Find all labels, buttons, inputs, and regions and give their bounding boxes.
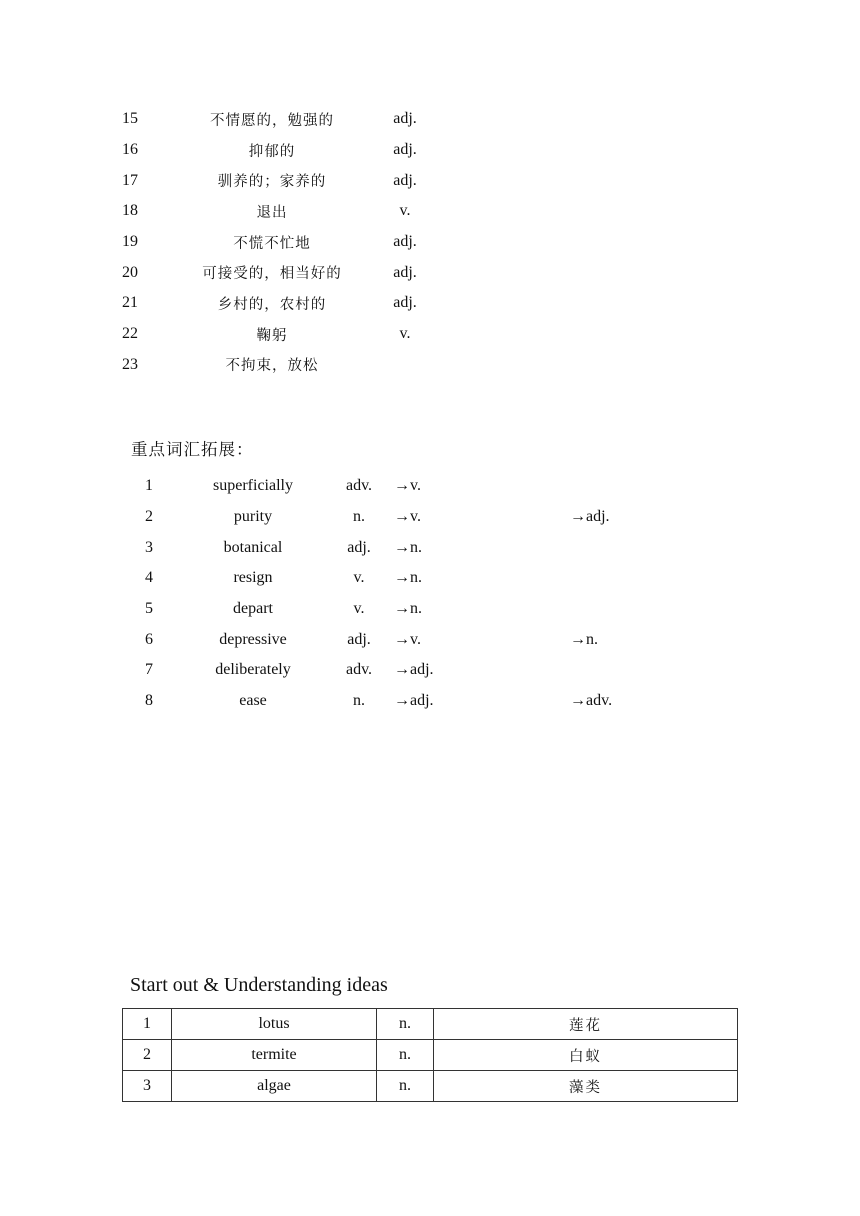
part-of-speech: v. [399, 325, 411, 343]
row-number: 5 [145, 600, 153, 618]
word: superficially [213, 477, 293, 495]
chinese-meaning: 可接受的，相当好的 [202, 266, 342, 283]
table-row [122, 196, 438, 227]
start-out-table [122, 1008, 738, 1102]
table-row [122, 502, 690, 533]
row-number: 7 [145, 661, 153, 679]
derivation-2 [570, 655, 690, 686]
part-of-speech: n. [377, 1071, 434, 1102]
table-row [122, 288, 438, 319]
part-of-speech: n. [353, 508, 365, 526]
table-row [122, 624, 690, 655]
row-number: 23 [122, 355, 138, 373]
table-row [122, 319, 438, 350]
row-number: 3 [145, 538, 153, 556]
table-row [122, 104, 438, 135]
derivation-2: →n. [570, 630, 598, 648]
row-number: 15 [122, 110, 138, 128]
table-row [123, 1009, 738, 1040]
chinese-meaning: 白蚁 [434, 1040, 738, 1071]
chinese-meaning: 不慌不忙地 [233, 235, 311, 252]
part-of-speech: n. [377, 1040, 434, 1071]
row-number: 6 [145, 630, 153, 648]
table-row [122, 594, 690, 625]
table-row [122, 135, 438, 166]
part-of-speech: adv. [345, 477, 373, 495]
chinese-meaning: 不情愿的，勉强的 [210, 112, 334, 129]
derivation-1: →v. [394, 630, 421, 648]
table-row [122, 686, 690, 717]
row-number: 4 [145, 569, 153, 587]
row-number: 19 [122, 233, 138, 251]
chinese-meaning: 乡村的，农村的 [217, 296, 327, 313]
derivation-1: →v. [394, 477, 421, 495]
row-number: 20 [122, 263, 138, 281]
derivation-1: →n. [394, 538, 422, 556]
part-of-speech [372, 350, 438, 381]
word: lotus [172, 1009, 377, 1040]
vocab-table [122, 104, 438, 380]
table-row [123, 1071, 738, 1102]
table-row [122, 655, 690, 686]
part-of-speech: adj. [393, 171, 417, 189]
part-of-speech: adj. [393, 233, 417, 251]
part-of-speech: v. [353, 600, 365, 618]
chinese-meaning: 不拘束，放松 [225, 358, 319, 375]
table-row [122, 227, 438, 258]
word: depressive [219, 630, 287, 648]
table-row [122, 532, 690, 563]
row-number: 2 [123, 1040, 172, 1071]
derivation-2 [570, 471, 690, 502]
chinese-meaning: 抑郁的 [248, 143, 296, 160]
table-row [123, 1040, 738, 1071]
part-of-speech: n. [377, 1009, 434, 1040]
table-row [122, 165, 438, 196]
table-row [122, 563, 690, 594]
table-row [122, 257, 438, 288]
word: algae [172, 1071, 377, 1102]
row-number: 1 [123, 1009, 172, 1040]
part-of-speech: adv. [345, 661, 373, 679]
table-row [122, 471, 690, 502]
extension-table [122, 471, 690, 717]
part-of-speech: v. [399, 202, 411, 220]
chinese-meaning: 藻类 [434, 1071, 738, 1102]
derivation-1: →adj. [394, 661, 434, 679]
row-number: 22 [122, 325, 138, 343]
derivation-2 [570, 532, 690, 563]
part-of-speech: adj. [393, 263, 417, 281]
part-of-speech: adj. [393, 141, 417, 159]
chinese-meaning: 莲花 [434, 1009, 738, 1040]
derivation-1: →adj. [394, 692, 434, 710]
word: botanical [223, 538, 283, 556]
derivation-2 [570, 563, 690, 594]
row-number: 18 [122, 202, 138, 220]
derivation-2: →adv. [570, 692, 613, 710]
extension-heading: 重点词汇拓展： [131, 440, 254, 459]
word: termite [172, 1040, 377, 1071]
derivation-1: →v. [394, 508, 421, 526]
row-number: 8 [145, 692, 153, 710]
part-of-speech: v. [353, 569, 365, 587]
table-row [122, 350, 438, 381]
chinese-meaning: 驯养的；家养的 [217, 174, 327, 191]
row-number: 3 [123, 1071, 172, 1102]
chinese-meaning: 退出 [256, 204, 288, 221]
derivation-1: →n. [394, 600, 422, 618]
derivation-2: →adj. [570, 508, 610, 526]
part-of-speech: adj. [347, 630, 371, 648]
part-of-speech: adj. [393, 110, 417, 128]
chinese-meaning: 鞠躬 [256, 327, 288, 344]
word: depart [233, 600, 273, 618]
word: deliberately [215, 661, 291, 679]
word: purity [233, 508, 273, 526]
row-number: 21 [122, 294, 138, 312]
derivation-2 [570, 594, 690, 625]
derivation-1: →n. [394, 569, 422, 587]
word: ease [239, 692, 267, 710]
start-out-title: Start out & Understanding ideas [130, 974, 388, 996]
part-of-speech: adj. [393, 294, 417, 312]
row-number: 2 [145, 508, 153, 526]
row-number: 1 [145, 477, 153, 495]
word: resign [233, 569, 273, 587]
part-of-speech: n. [353, 692, 365, 710]
part-of-speech: adj. [347, 538, 371, 556]
row-number: 17 [122, 171, 138, 189]
row-number: 16 [122, 141, 138, 159]
